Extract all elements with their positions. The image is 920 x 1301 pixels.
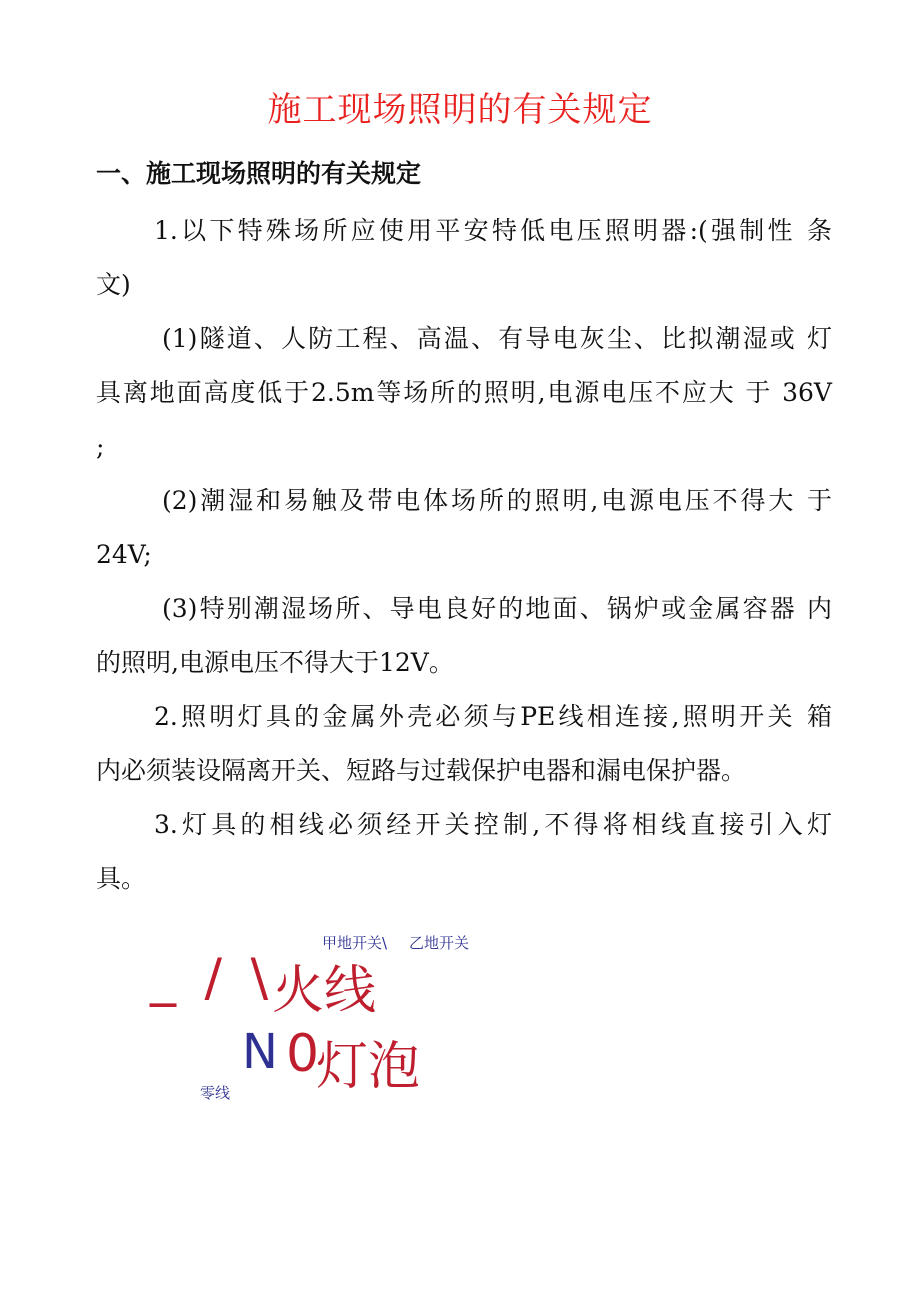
paragraph-item-2 <box>96 690 832 798</box>
paragraph-subitem-1 <box>96 312 832 474</box>
paragraph-line: 具。 <box>96 864 147 893</box>
paragraph-line: 24V; <box>96 540 152 569</box>
paragraph-item-1 <box>96 204 832 312</box>
paragraph-subitem-2 <box>96 474 832 582</box>
switch-symbols: _ / \ <box>150 948 275 1008</box>
paragraph-line: ; <box>96 432 105 461</box>
paragraph-line: (1)隧道、人防工程、高温、有导电灰尘、比拟潮湿或 灯 <box>162 324 832 353</box>
neutral-wire-label: 零线 <box>200 1084 231 1102</box>
paragraph-subitem-3 <box>96 582 832 690</box>
bulb-label: 灯泡 <box>316 1037 421 1097</box>
paragraph-item-3 <box>96 798 832 906</box>
paragraph-line: 2.照明灯具的金属外壳必须与PE线相连接,照明开关 箱 <box>154 702 832 731</box>
paragraph-line: 1.以下特殊场所应使用平安特低电压照明器:(强制性 条 <box>154 216 832 245</box>
wiring-diagram <box>0 920 920 1120</box>
paragraph-line: 的照明,电源电压不得大于12V。 <box>96 648 454 677</box>
switch-a-label: 甲地开关\ <box>322 934 388 952</box>
bulb-symbol: 0 <box>286 1024 320 1084</box>
page-title: 施工现场照明的有关规定 <box>267 90 653 130</box>
switch-b-label: 乙地开关 <box>409 934 470 952</box>
paragraph-line: (3)特别潮湿场所、导电良好的地面、锅炉或金属容器 内 <box>162 594 832 623</box>
paragraph-line: (2)潮湿和易触及带电体场所的照明,电源电压不得大 于 <box>162 486 832 515</box>
paragraph-line: 3.灯具的相线必须经开关控制,不得将相线直接引入灯 <box>154 810 832 839</box>
neutral-symbol: N <box>242 1024 278 1080</box>
paragraph-line: 内必须装设隔离开关、短路与过载保护电器和漏电保护器。 <box>96 756 747 785</box>
live-wire-label: 火线 <box>272 961 377 1021</box>
section-heading: 一、施工现场照明的有关规定 <box>96 159 422 188</box>
paragraph-line: 文) <box>96 270 131 299</box>
paragraph-line: 具离地面高度低于2.5m等场所的照明,电源电压不应大 于 36V <box>96 378 832 407</box>
